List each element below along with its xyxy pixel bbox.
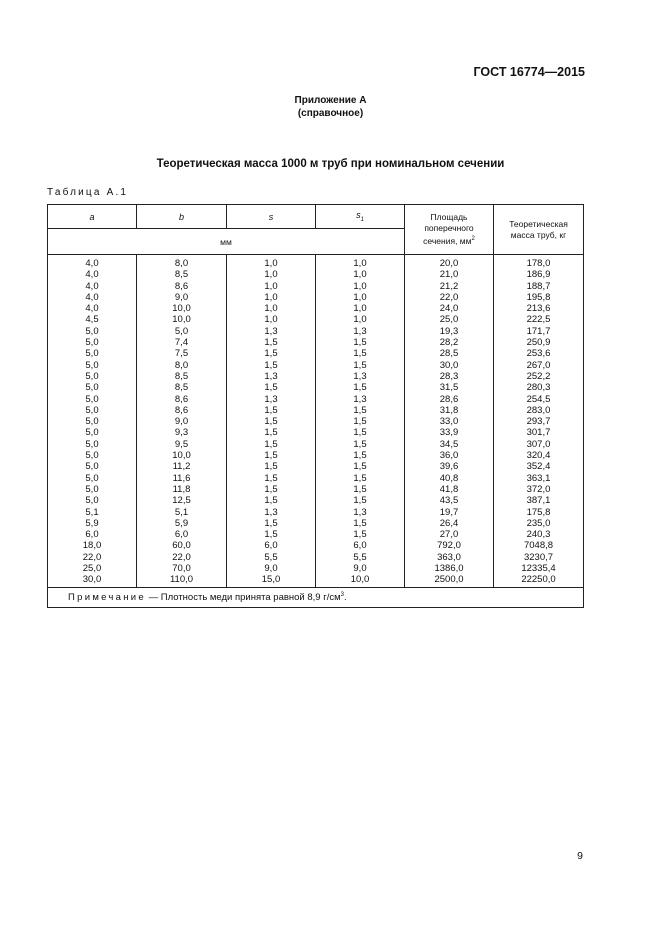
- table-cell: 5,9: [48, 518, 137, 529]
- table-cell: 1,0: [227, 255, 316, 270]
- table-cell: 26,4: [405, 518, 494, 529]
- table-cell: 110,0: [137, 574, 227, 587]
- table-cell: 5,1: [48, 507, 137, 518]
- table-cell: 2500,0: [405, 574, 494, 587]
- table-cell: 36,0: [405, 450, 494, 461]
- table-cell: 5,0: [48, 439, 137, 450]
- table-row: [48, 337, 584, 348]
- table-row: [48, 563, 584, 574]
- table-cell: 372,0: [494, 484, 584, 495]
- table-cell: 1,0: [316, 269, 405, 280]
- table-cell: 1,0: [227, 314, 316, 325]
- table-row: [48, 269, 584, 280]
- table-cell: 6,0: [137, 529, 227, 540]
- table-cell: 1,0: [316, 281, 405, 292]
- table-cell: 280,3: [494, 382, 584, 393]
- table-cell: 1,3: [227, 371, 316, 382]
- table-cell: 1,0: [227, 281, 316, 292]
- mass-table: [47, 204, 584, 608]
- table-row: [48, 303, 584, 314]
- table-cell: 1,5: [316, 348, 405, 359]
- table-row: [48, 394, 584, 405]
- table-cell: 10,0: [316, 574, 405, 587]
- table-cell: 9,0: [227, 563, 316, 574]
- table-cell: 5,0: [48, 360, 137, 371]
- table-cell: 1,5: [227, 439, 316, 450]
- table-cell: 41,8: [405, 484, 494, 495]
- table-cell: 186,9: [494, 269, 584, 280]
- table-cell: 1386,0: [405, 563, 494, 574]
- table-cell: 188,7: [494, 281, 584, 292]
- table-cell: 9,0: [137, 416, 227, 427]
- table-cell: 250,9: [494, 337, 584, 348]
- table-cell: 1,0: [316, 314, 405, 325]
- table-cell: 25,0: [48, 563, 137, 574]
- table-cell: 307,0: [494, 439, 584, 450]
- header-mass: [494, 205, 584, 255]
- table-row: [48, 416, 584, 427]
- table-cell: 1,5: [227, 529, 316, 540]
- table-row: [48, 473, 584, 484]
- table-cell: 1,5: [316, 360, 405, 371]
- header-s1-base: s: [356, 210, 361, 221]
- table-cell: 22,0: [48, 552, 137, 563]
- table-row: [48, 461, 584, 472]
- table-row: [48, 484, 584, 495]
- header-unit: мм: [48, 229, 405, 255]
- table-row: [48, 281, 584, 292]
- table-row: [48, 552, 584, 563]
- table-cell: 222,5: [494, 314, 584, 325]
- table-cell: 1,3: [316, 326, 405, 337]
- table-cell: 30,0: [405, 360, 494, 371]
- table-cell: 254,5: [494, 394, 584, 405]
- table-cell: 235,0: [494, 518, 584, 529]
- header-mass-line1: Теоретическая: [509, 218, 568, 229]
- table-cell: 60,0: [137, 540, 227, 551]
- table-cell: 1,5: [316, 495, 405, 506]
- table-cell: 31,8: [405, 405, 494, 416]
- table-cell: 1,3: [227, 326, 316, 337]
- header-area-line1: Площадь: [430, 212, 468, 223]
- table-cell: 11,8: [137, 484, 227, 495]
- table-cell: 1,5: [227, 405, 316, 416]
- table-row: [48, 405, 584, 416]
- table-row: [48, 314, 584, 325]
- table-cell: 5,0: [48, 382, 137, 393]
- table-cell: 1,5: [227, 416, 316, 427]
- table-row: [48, 326, 584, 337]
- table-cell: 5,0: [48, 326, 137, 337]
- note-label: Примечание: [68, 591, 146, 603]
- table-cell: 5,5: [227, 552, 316, 563]
- table-cell: 8,6: [137, 281, 227, 292]
- table-cell: 1,5: [227, 495, 316, 506]
- table-row: [48, 348, 584, 359]
- table-cell: 28,3: [405, 371, 494, 382]
- table-cell: 5,9: [137, 518, 227, 529]
- table-cell: 6,0: [316, 540, 405, 551]
- table-cell: 5,0: [48, 461, 137, 472]
- table-row: [48, 450, 584, 461]
- header-area-line2: поперечного: [424, 223, 474, 234]
- table-cell: 7048,8: [494, 540, 584, 551]
- table-cell: 22,0: [405, 292, 494, 303]
- table-cell: 8,5: [137, 371, 227, 382]
- table-cell: 178,0: [494, 255, 584, 270]
- table-row: [48, 439, 584, 450]
- table-cell: 1,5: [316, 337, 405, 348]
- table-cell: 8,0: [137, 255, 227, 270]
- table-row: [48, 427, 584, 438]
- table-cell: 1,5: [316, 405, 405, 416]
- table-cell: 1,0: [227, 303, 316, 314]
- table-cell: 25,0: [405, 314, 494, 325]
- table-cell: 10,0: [137, 314, 227, 325]
- header-area: [405, 205, 494, 255]
- header-s1: [316, 205, 405, 229]
- table-label: Таблица А.1: [47, 187, 129, 198]
- table-cell: 8,6: [137, 405, 227, 416]
- table-cell: 1,3: [227, 394, 316, 405]
- table-cell: 40,8: [405, 473, 494, 484]
- table-cell: 1,0: [227, 292, 316, 303]
- table-cell: 33,9: [405, 427, 494, 438]
- table-cell: 213,6: [494, 303, 584, 314]
- table-cell: 195,8: [494, 292, 584, 303]
- table-cell: 5,0: [48, 371, 137, 382]
- table-cell: 1,5: [316, 439, 405, 450]
- document-title: Теоретическая масса 1000 м труб при номинальном сечении: [156, 158, 505, 170]
- table-cell: 175,8: [494, 507, 584, 518]
- table-cell: 1,5: [227, 348, 316, 359]
- table-cell: 9,0: [137, 292, 227, 303]
- table-cell: 15,0: [227, 574, 316, 587]
- table-cell: 21,0: [405, 269, 494, 280]
- table-cell: 9,3: [137, 427, 227, 438]
- table-cell: 1,3: [316, 394, 405, 405]
- table-cell: 12,5: [137, 495, 227, 506]
- table-cell: 8,5: [137, 382, 227, 393]
- table-cell: 10,0: [137, 303, 227, 314]
- table-cell: 320,4: [494, 450, 584, 461]
- table-cell: 5,0: [48, 337, 137, 348]
- table-cell: 1,5: [227, 427, 316, 438]
- table-cell: 21,2: [405, 281, 494, 292]
- table-cell: 28,5: [405, 348, 494, 359]
- table-cell: 5,0: [48, 416, 137, 427]
- table-cell: 4,0: [48, 269, 137, 280]
- table-cell: 4,0: [48, 292, 137, 303]
- table-cell: 43,5: [405, 495, 494, 506]
- table-cell: 1,5: [316, 518, 405, 529]
- table-cell: 1,3: [316, 507, 405, 518]
- note-text: — Плотность меди принята равной 8,9 г/см: [146, 591, 341, 603]
- table-cell: 1,5: [316, 461, 405, 472]
- table-cell: 240,3: [494, 529, 584, 540]
- header-area-sup: 2: [471, 236, 475, 243]
- table-cell: 1,5: [227, 337, 316, 348]
- table-cell: 5,0: [48, 473, 137, 484]
- table-cell: 1,5: [227, 360, 316, 371]
- table-cell: 11,2: [137, 461, 227, 472]
- header-mass-line2: масса труб, кг: [510, 229, 567, 240]
- table-row: [48, 495, 584, 506]
- table-cell: 352,4: [494, 461, 584, 472]
- table-cell: 6,0: [48, 529, 137, 540]
- table-cell: 4,0: [48, 255, 137, 270]
- table-cell: 1,5: [227, 484, 316, 495]
- table-cell: 4,5: [48, 314, 137, 325]
- table-cell: 20,0: [405, 255, 494, 270]
- table-row: [48, 292, 584, 303]
- table-cell: 267,0: [494, 360, 584, 371]
- table-cell: 1,5: [227, 382, 316, 393]
- table-cell: 5,0: [48, 405, 137, 416]
- table-body: [48, 255, 584, 588]
- table-cell: 9,5: [137, 439, 227, 450]
- table-cell: 1,5: [316, 450, 405, 461]
- table-cell: 24,0: [405, 303, 494, 314]
- table-cell: 283,0: [494, 405, 584, 416]
- table-cell: 253,6: [494, 348, 584, 359]
- table-cell: 5,0: [48, 495, 137, 506]
- table-cell: 22,0: [137, 552, 227, 563]
- table-cell: 1,5: [227, 473, 316, 484]
- table-cell: 1,5: [316, 473, 405, 484]
- table-cell: 8,6: [137, 394, 227, 405]
- table-cell: 5,0: [48, 484, 137, 495]
- header-area-line3: сечения, мм: [423, 235, 472, 246]
- table-cell: 293,7: [494, 416, 584, 427]
- table-cell: 28,2: [405, 337, 494, 348]
- table-cell: 1,5: [227, 518, 316, 529]
- table-cell: 8,0: [137, 360, 227, 371]
- header-a: a: [48, 205, 137, 229]
- table-cell: 5,0: [48, 348, 137, 359]
- table-cell: 12335,4: [494, 563, 584, 574]
- table-cell: 6,0: [227, 540, 316, 551]
- table-cell: 4,0: [48, 281, 137, 292]
- table-cell: 1,3: [227, 507, 316, 518]
- table-cell: 22250,0: [494, 574, 584, 587]
- table-cell: 33,0: [405, 416, 494, 427]
- standard-number: ГОСТ 16774—2015: [473, 65, 585, 79]
- table-cell: 19,3: [405, 326, 494, 337]
- table-cell: 3230,7: [494, 552, 584, 563]
- table-cell: 31,5: [405, 382, 494, 393]
- table-cell: 1,5: [227, 450, 316, 461]
- table-row: [48, 255, 584, 270]
- page-number: 9: [577, 850, 583, 862]
- table-cell: 1,5: [316, 529, 405, 540]
- table-cell: 18,0: [48, 540, 137, 551]
- table-cell: 4,0: [48, 303, 137, 314]
- table-cell: 7,5: [137, 348, 227, 359]
- header-s: s: [227, 205, 316, 229]
- table-row: [48, 540, 584, 551]
- table-cell: 792,0: [405, 540, 494, 551]
- table-cell: 11,6: [137, 473, 227, 484]
- table-cell: 10,0: [137, 450, 227, 461]
- table-cell: 5,5: [316, 552, 405, 563]
- table-cell: 27,0: [405, 529, 494, 540]
- table-cell: 363,1: [494, 473, 584, 484]
- table-cell: 19,7: [405, 507, 494, 518]
- table-cell: 1,0: [316, 255, 405, 270]
- table-cell: 7,4: [137, 337, 227, 348]
- table-cell: 1,5: [316, 382, 405, 393]
- table-row: [48, 574, 584, 587]
- table-cell: 1,5: [316, 427, 405, 438]
- table-cell: 1,3: [316, 371, 405, 382]
- table-cell: 5,0: [137, 326, 227, 337]
- table-cell: 1,5: [227, 461, 316, 472]
- table-row: [48, 371, 584, 382]
- annex-title: Приложение А: [294, 95, 367, 106]
- annex-subtitle: (справочное): [297, 108, 364, 119]
- note-end: .: [343, 591, 347, 603]
- table-cell: 5,0: [48, 450, 137, 461]
- table-cell: 9,0: [316, 563, 405, 574]
- table-row: [48, 382, 584, 393]
- table-cell: 1,0: [316, 303, 405, 314]
- table-cell: 5,1: [137, 507, 227, 518]
- table-cell: 34,5: [405, 439, 494, 450]
- table-cell: 387,1: [494, 495, 584, 506]
- table-row: [48, 518, 584, 529]
- table-cell: 28,6: [405, 394, 494, 405]
- table-cell: 363,0: [405, 552, 494, 563]
- header-b: b: [137, 205, 227, 229]
- table-cell: 301,7: [494, 427, 584, 438]
- table-cell: 1,5: [316, 416, 405, 427]
- table-row: [48, 360, 584, 371]
- table-row: [48, 507, 584, 518]
- table-cell: 1,0: [316, 292, 405, 303]
- table-note: [48, 587, 584, 607]
- table-cell: 171,7: [494, 326, 584, 337]
- table-row: [48, 529, 584, 540]
- table-cell: 8,5: [137, 269, 227, 280]
- table-cell: 1,5: [316, 484, 405, 495]
- table-cell: 39,6: [405, 461, 494, 472]
- header-s1-sub: 1: [360, 216, 364, 223]
- table-cell: 1,0: [227, 269, 316, 280]
- note-sup: 3: [340, 591, 344, 598]
- table-cell: 70,0: [137, 563, 227, 574]
- table-cell: 30,0: [48, 574, 137, 587]
- table-cell: 5,0: [48, 427, 137, 438]
- table-cell: 252,2: [494, 371, 584, 382]
- table-cell: 5,0: [48, 394, 137, 405]
